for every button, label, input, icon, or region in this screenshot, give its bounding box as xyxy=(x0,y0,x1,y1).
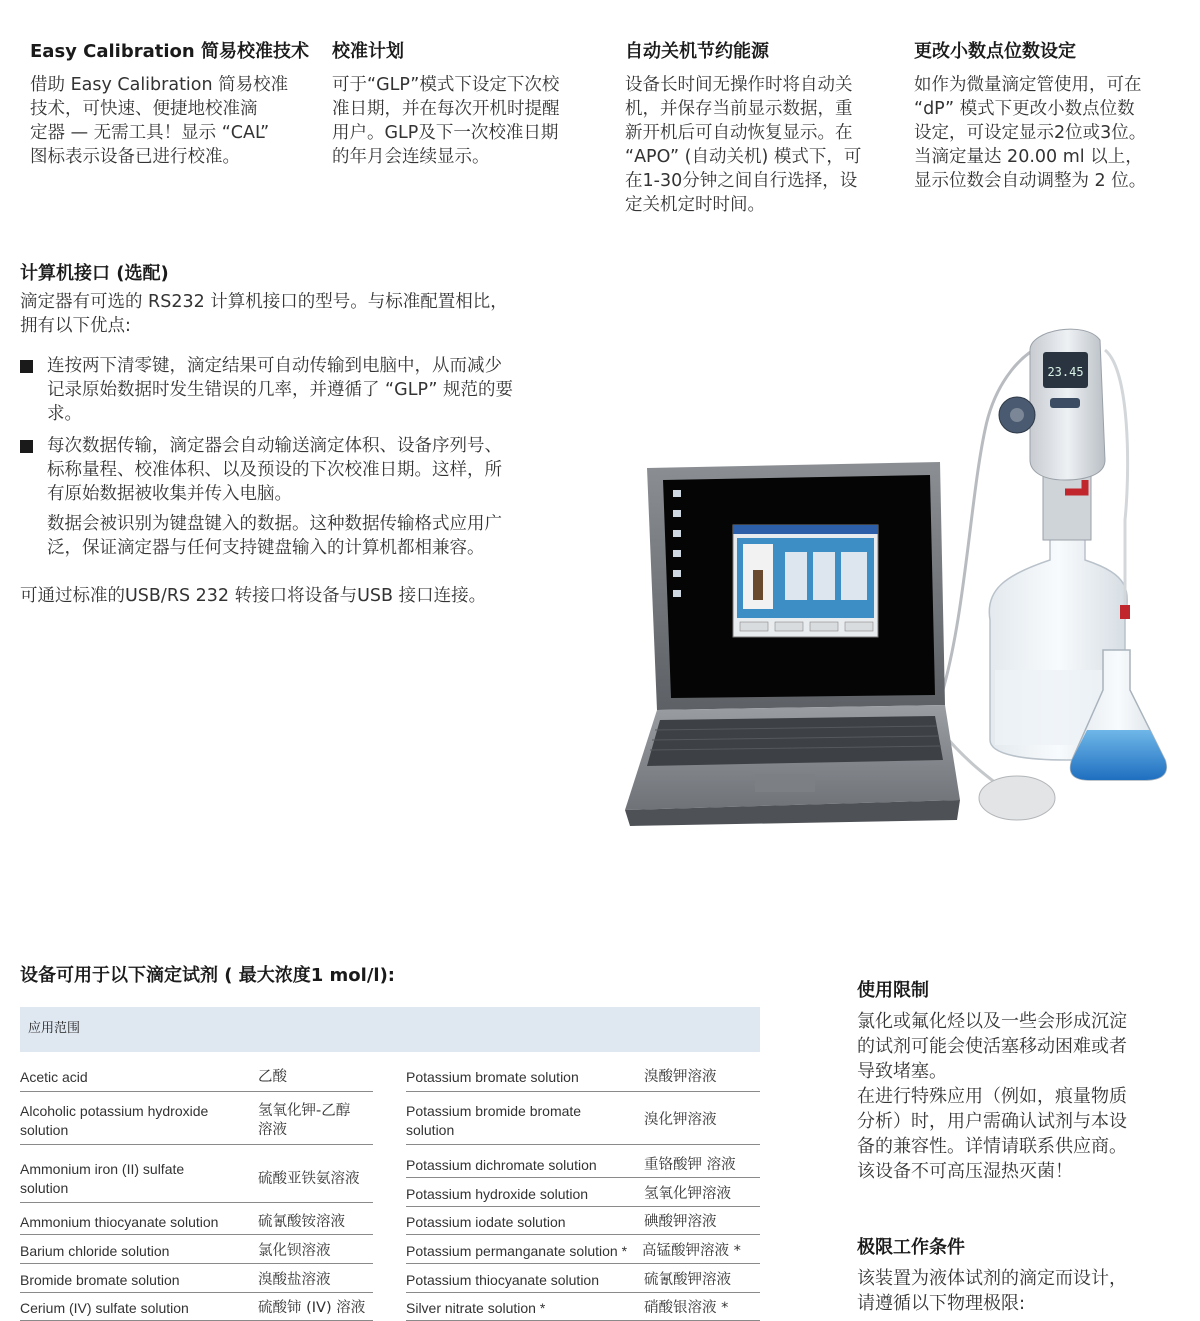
bullet-square-icon xyxy=(20,360,33,373)
table-row: Ammonium iron (II) sulfate solution 硫酸亚铁氨溶液 xyxy=(20,1160,373,1203)
usage-limits-text: 氯化或氟化烃以及一些会形成沉淀 的试剂可能会使活塞移动困难或者 导致堵塞。 在进行特殊应用（例如，痕量物质 分析）时，用户需确认试剂与本设 备的兼容性。详情请联系供应商。 该设备不可高压湿热灭菌！ xyxy=(857,1011,1127,1182)
interface-title: 计算机接口 (选配) xyxy=(20,263,169,284)
table-row: Cerium (IV) sulfate solution 硫酸铈 (IV) 溶液 xyxy=(20,1299,373,1321)
table-row: Barium chloride solution 氯化钡溶液 xyxy=(20,1242,373,1264)
table-row: Potassium bromide bromate solution 溴化钾溶液 xyxy=(406,1102,760,1145)
usage-limits-title: 使用限制 xyxy=(857,980,929,1001)
operating-conditions xyxy=(857,1236,1192,1316)
mouse xyxy=(979,776,1055,820)
interface-section xyxy=(20,262,590,608)
interface-note: 数据会被识别为键盘键入的数据。这种数据传输格式应用广 泛，保证滴定器与任何支持键盘输入的计算机都相兼容。 xyxy=(47,514,502,558)
table-header-label: 应用范围 xyxy=(28,1021,81,1036)
table-row: Bromide bromate solution 溴酸盐溶液 xyxy=(20,1271,373,1293)
list-item: 连按两下清零键，滴定结果可自动传输到电脑中，从而减少 记录原始数据时发生错误的几率，并遵循了 “GLP” 规范的要 求。 xyxy=(20,354,590,426)
reagents-title: 设备可用于以下滴定试剂 ( 最大浓度1 mol/l): xyxy=(20,965,396,986)
feature-text: 如作为微量滴定管使用，可在 “dP” 模式下更改小数点位数 设定，可设定显示2位或3位。 当滴定量达 20.00 ml 以上， 显示位数会自动调整为 2 位。 xyxy=(914,75,1147,191)
interface-usb: 可通过标准的USB/RS 232 转接口将设备与USB 接口连接。 xyxy=(20,586,487,606)
laptop-keyboard xyxy=(647,716,943,766)
table-row: Potassium bromate solution 溴酸钾溶液 xyxy=(406,1068,760,1092)
table-row: Potassium dichromate solution 重铬酸钾 溶液 xyxy=(406,1156,760,1178)
feature-title: 更改小数点位数设定 xyxy=(914,41,1076,62)
feature-title: 自动关机节约能源 xyxy=(625,41,769,62)
feature-title: 校准计划 xyxy=(332,41,404,62)
feature-title: Easy Calibration 简易校准技术 xyxy=(30,41,309,62)
laptop-titrator-illustration xyxy=(585,320,1200,840)
feature-text: 设备长时间无操作时将自动关 机，并保存当前显示数据，重 新开机后可自动恢复显示。在 “APO” (自动关机) 模式下，可 在1-30分钟之间自行选择，设 定关机定时时间。 xyxy=(625,75,862,215)
table-row: Alcoholic potassium hydroxide solution 氢氧化钾-乙醇 溶液 xyxy=(20,1102,373,1145)
table-row: Potassium permanganate solution * 高锰酸钾溶液 * xyxy=(406,1242,760,1264)
table-row: Acetic acid 乙酸 xyxy=(20,1068,373,1092)
interface-intro: 滴定器有可选的 RS232 计算机接口的型号。与标准配置相比， 拥有以下优点: xyxy=(20,292,508,336)
blue-solution xyxy=(1071,730,1167,780)
operating-conditions-text: 该装置为液体试剂的滴定而设计， 请遵循以下物理极限: xyxy=(857,1268,1127,1314)
titrator-display-value: 23.45 xyxy=(1047,365,1084,379)
table-header xyxy=(20,1007,760,1052)
feature-text: 可于“GLP”模式下设定下次校 准日期，并在每次开机时提醒 用户。GLP及下一次校准日期 的年月会连续显示。 xyxy=(332,75,560,167)
table-row: Ammonium thiocyanate solution 硫氰酸铵溶液 xyxy=(20,1213,373,1235)
table-row: Potassium iodate solution 碘酸钾溶液 xyxy=(406,1213,760,1235)
table-row: Potassium thiocyanate solution 硫氰酸钾溶液 xyxy=(406,1271,760,1293)
feature-text: 借助 Easy Calibration 简易校准 技术，可快速、便捷地校准滴 定器 — 无需工具！显示 “CAL” 图标表示设备已进行校准。 xyxy=(30,75,289,167)
list-item: 每次数据传输，滴定器会自动输送滴定体积、设备序列号、 标称量程、校准体积、以及预设的下次校准日期。这样，所 有原始数据被收集并传入电脑。 xyxy=(20,434,590,506)
table-row: Silver nitrate solution * 硝酸银溶液 * xyxy=(406,1299,760,1321)
interface-bullets xyxy=(20,354,590,506)
usage-limits xyxy=(857,979,1192,1184)
bullet-square-icon xyxy=(20,440,33,453)
feature-easy-calibration xyxy=(30,40,320,169)
feature-decimal-setting xyxy=(914,40,1194,193)
operating-conditions-title: 极限工作条件 xyxy=(857,1237,965,1258)
table-row: Potassium hydroxide solution 氢氧化钾溶液 xyxy=(406,1185,760,1207)
feature-calibration-plan xyxy=(332,40,612,169)
feature-auto-power-off xyxy=(625,40,905,217)
